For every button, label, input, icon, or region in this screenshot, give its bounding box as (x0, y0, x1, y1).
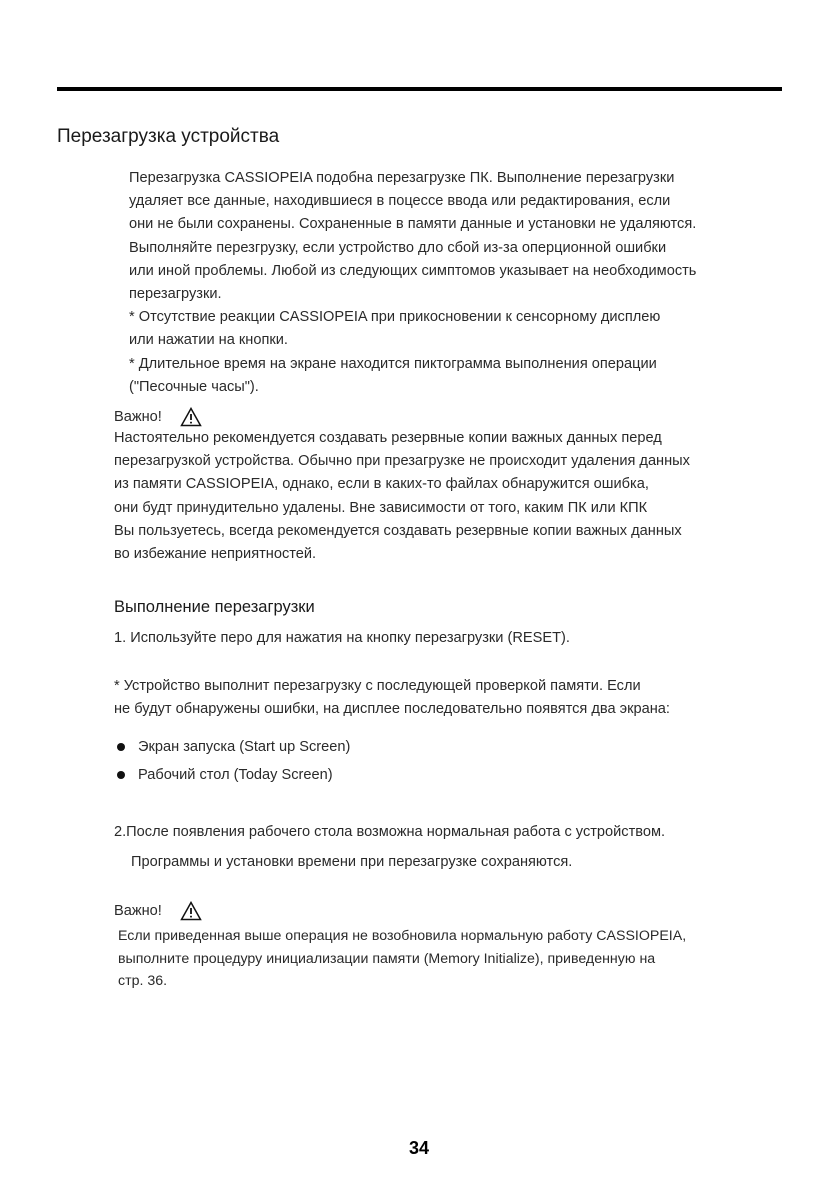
step-1: 1. Используйте перо для нажатия на кнопку перезагрузки (RESET). (114, 630, 570, 646)
screen-list (114, 733, 350, 789)
intro-line: Перезагрузка CASSIOPEIA подобна перезагрузке ПК. Выполнение перезагрузки (129, 170, 675, 186)
intro-line: или иной проблемы. Любой из следующих симптомов указывает на необходимость (129, 262, 697, 279)
intro-line: они не были сохранены. Сохраненные в памяти данные и установки не удаляются. (129, 216, 697, 233)
intro-line: Выполняйте перезгрузку, если устройство дло сбой из-за оперционной ошибки (129, 239, 667, 256)
warning-label: Важно! (114, 409, 162, 425)
warning-line: Если приведенная выше операция не возобновила нормальную работу CASSIOPEIA, (118, 928, 687, 944)
procedure-title: Выполнение перезагрузки (114, 598, 315, 616)
warning-line: во избежание неприятностей. (114, 546, 317, 563)
step-2 (114, 817, 665, 877)
warning-triangle-icon (180, 407, 202, 427)
intro-line: ("Песочные часы"). (129, 378, 259, 395)
warning-label: Важно! (114, 903, 162, 919)
intro-line: удаляет все данные, находившиеся в поцессе ввода или редактирования, если (129, 193, 671, 210)
intro-line: перезагрузки. (129, 286, 222, 303)
bullet-icon (117, 771, 125, 779)
warning-line: стр. 36. (118, 973, 168, 989)
list-item-text: Рабочий стол (Today Screen) (138, 767, 333, 783)
warning-line: выполните процедуру инициализации памяти (Memory Initialize), приведенную на (118, 950, 656, 967)
note-line: не будут обнаружены ошибки, на дисплее последовательно появятся два экрана: (114, 701, 670, 718)
procedure-note (114, 675, 670, 721)
step-2-line: Программы и установки времени при перезагрузке сохраняются. (131, 854, 573, 870)
note-line: * Устройство выполнит перезагрузку с последующей проверкой памяти. Если (114, 678, 641, 694)
warning-line: Вы пользуетесь, всегда рекомендуется создавать резервные копии важных данных (114, 522, 682, 539)
warning-line: перезагрузкой устройства. Обычно при презагрузке не происходит удаления данных (114, 453, 690, 470)
warning-triangle-icon (180, 901, 202, 921)
page-number: 34 (408, 1138, 430, 1158)
warning-heading (114, 900, 202, 922)
intro-paragraph (129, 167, 696, 399)
warning-line: Настоятельно рекомендуется создавать резервные копии важных данных перед (114, 430, 662, 446)
intro-line: * Длительное время на экране находится пиктограмма выполнения операции (129, 355, 657, 372)
intro-line: или нажатии на кнопки. (129, 332, 288, 349)
step-2-line: 2.После появления рабочего стола возможна нормальная работа с устройством. (114, 824, 666, 840)
warning-heading (114, 406, 202, 428)
bullet-icon (117, 743, 125, 751)
warning-text (118, 925, 686, 993)
list-item (114, 733, 350, 761)
list-item (114, 761, 350, 789)
header-rule (57, 87, 782, 91)
warning-line: из памяти CASSIOPEIA, однако, если в каких-то файлах обнаружится ошибка, (114, 476, 649, 493)
list-item-text: Экран запуска (Start up Screen) (138, 739, 351, 755)
warning-text (114, 427, 690, 566)
intro-line: * Отсутствие реакции CASSIOPEIA при прикосновении к сенсорному дисплею (129, 309, 661, 326)
section-title: Перезагрузка устройства (57, 126, 280, 147)
warning-line: они будт принудительно удалены. Вне зависимости от того, каким ПК или КПК (114, 499, 648, 516)
